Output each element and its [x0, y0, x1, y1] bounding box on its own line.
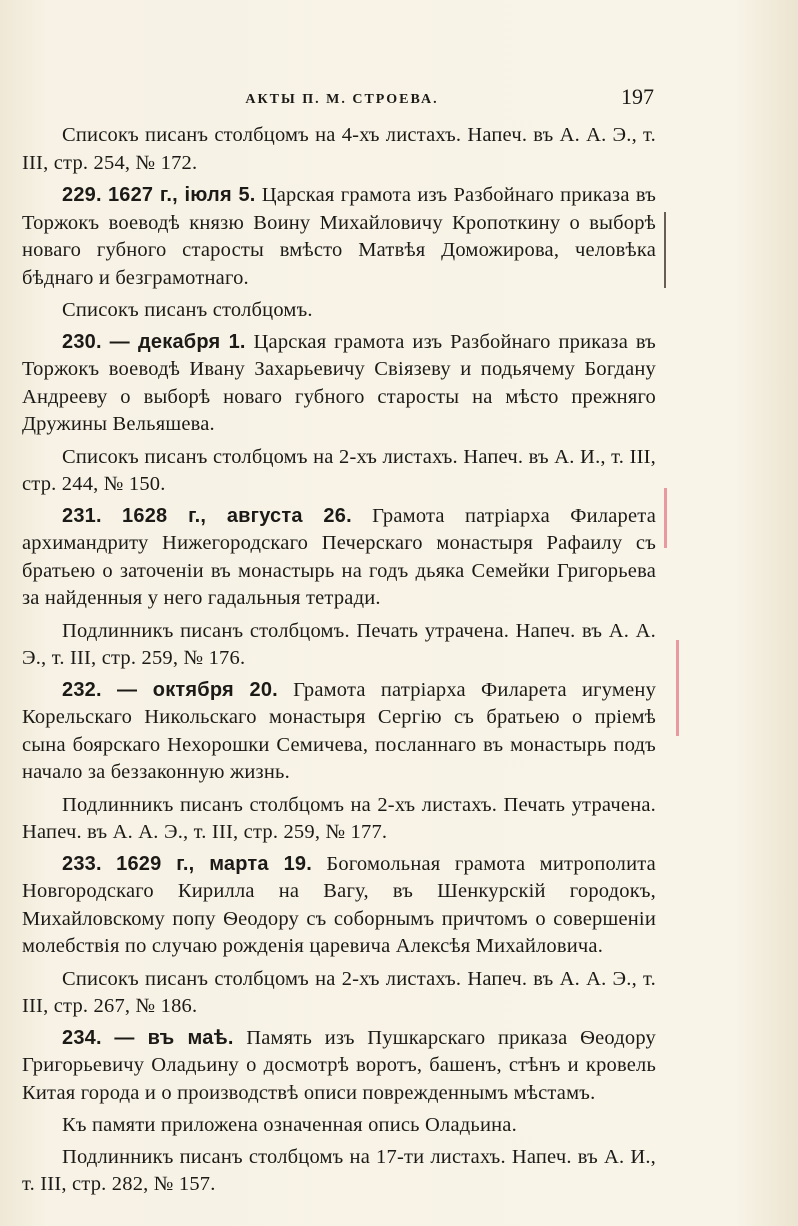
entry-number: 231. [62, 504, 102, 527]
entry-date: 1629 г., марта 19. [116, 852, 312, 875]
margin-bracket-mark [664, 212, 666, 288]
paragraph-text: Списокъ писанъ столбцомъ на 2-хъ листахъ. Напеч. въ А. И., т. III, стр. 244, № 150. [22, 445, 656, 495]
note-paragraph [22, 1112, 656, 1140]
paragraph-text: Списокъ писанъ столбцомъ на 2-хъ листахъ. Напеч. въ А. А. Э., т. III, стр. 267, № 186. [22, 967, 656, 1017]
entry-text: Грамота патріарха Филарета архимандриту Нижегородскаго Печерскаго монастыря Рафаилу съ братьею о заточеніи въ монастырь на годъ дьяка Семейки Григорьева за найденныя у него гадальныя тетради. [22, 504, 656, 609]
note-paragraph [22, 792, 656, 847]
paragraph-text: Подлинникъ писанъ столбцомъ на 2-хъ листахъ. Печать утрачена. Напеч. въ А. А. Э., т. III, стр. 259, № 177. [22, 793, 656, 843]
entry-number: 232. [62, 678, 102, 701]
entry-text: Память изъ Пушкарскаго приказа Ѳеодору Григорьевичу Оладьину о досмотрѣ воротъ, башенъ, стѣнъ и кровель Китая города и о производствѣ описи поврежденнымъ мѣстамъ. [22, 1026, 656, 1104]
entry-230 [22, 329, 656, 439]
entry-date: — въ маѣ. [114, 1026, 234, 1049]
entry-231 [22, 503, 656, 613]
entry-234 [22, 1025, 656, 1108]
note-paragraph [22, 444, 656, 499]
margin-red-mark [676, 640, 679, 736]
entry-number: 229. [62, 184, 102, 206]
paragraph-text: Къ памяти приложена означенная опись Оладьина. [62, 1114, 517, 1136]
entry-number: 233. [62, 852, 102, 875]
entry-text: Царская грамота изъ Разбойнаго приказа въ Торжокъ воеводѣ Ивану Захарьевичу Свіязеву и подьячему Богдану Андрееву о выборѣ новаго губного старосты на мѣсто прежняго Дружины Вельяшева. [22, 330, 656, 435]
entry-229 [22, 182, 656, 292]
entry-text: Богомольная грамота митрополита Новгородскаго Кирилла на Вагу, въ Шенкурскій городокъ, Михайловскому попу Ѳеодору съ соборнымъ причтомъ о совершеніи молебствія по случаю рожденія царевича Алексѣя Михайловича. [22, 852, 656, 957]
paragraph-text: Подлинникъ писанъ столбцомъ на 17-ти листахъ. Напеч. въ А. И., т. III, стр. 282, № 157. [22, 1145, 656, 1195]
paragraph-text: Списокъ писанъ столбцомъ. [62, 299, 313, 321]
page-body [22, 122, 656, 1203]
entry-text: Грамота патріарха Филарета игумену Корельскаго Никольскаго монастыря Сергію съ братьею о пріемѣ сына боярскаго Нехорошки Семичева, посланнаго въ монастырь подъ начало за беззаконную жизнь. [22, 678, 657, 783]
entry-date: 1627 г., іюля 5. [107, 184, 256, 206]
entry-text: Царская грамота изъ Разбойнаго приказа въ Торжокъ воеводѣ князю Воину Михайловичу Кропоткину о выборѣ новаго губного старосты вмѣсто Матвѣя Доможирова, человѣка бѣднаго и безграмотнаго. [22, 184, 657, 289]
note-paragraph [22, 122, 656, 177]
entry-date: — декабря 1. [109, 330, 246, 353]
note-paragraph [22, 1144, 656, 1199]
entry-232 [22, 677, 656, 787]
margin-red-mark [664, 488, 667, 548]
entry-number: 234. [62, 1026, 102, 1049]
paragraph-text: Подлинникъ писанъ столбцомъ. Печать утрачена. Напеч. въ А. А. Э., т. III, стр. 259, № 176. [22, 619, 656, 669]
entry-date: — октября 20. [116, 678, 278, 701]
page-number: 197 [621, 84, 654, 109]
note-paragraph [22, 297, 656, 325]
note-paragraph [22, 618, 656, 673]
page-header [22, 84, 662, 118]
note-paragraph [22, 966, 656, 1021]
entry-number: 230. [62, 330, 102, 353]
running-title: АКТЫ П. М. СТРОЕВА. [245, 92, 439, 107]
entry-date: 1628 г., августа 26. [122, 504, 352, 527]
entry-233 [22, 851, 656, 961]
paragraph-text: Списокъ писанъ столбцомъ на 4-хъ листахъ. Напеч. въ А. А. Э., т. III, стр. 254, № 172. [22, 124, 656, 174]
